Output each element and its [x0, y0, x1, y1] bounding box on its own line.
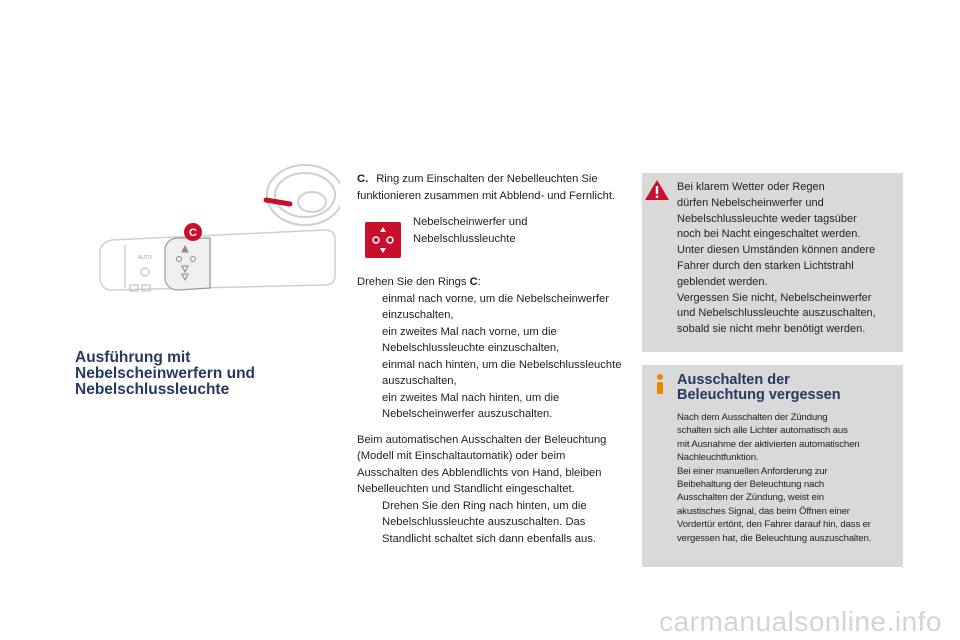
stalk-auto-label: AUTO — [138, 255, 152, 261]
turn-instructions — [357, 274, 622, 423]
list-item: einmal nach vorne, um die Nebelscheinwerfer einzuschalten, — [382, 292, 609, 321]
warning-line: Nebelschlussleuchte weder tagsüber — [677, 212, 857, 225]
list-item: einmal nach hinten, um die Nebelschlussleuchte auszuschalten, — [382, 358, 622, 387]
warning-line: dürfen Nebelscheinwerfer und — [677, 196, 824, 209]
info-icon — [652, 373, 668, 395]
list-item: ein zweites Mal nach hinten, um die Nebelscheinwerfer auszuschalten. — [382, 391, 560, 420]
stalk-light-marks — [130, 268, 150, 291]
info-title-line: Ausschalten der — [677, 372, 790, 388]
turn-intro-ring-label: C — [469, 276, 478, 288]
info-line: Nach dem Ausschalten der Zündung — [677, 412, 828, 423]
lighting-stalk-illustration — [90, 160, 340, 320]
info-title — [677, 373, 897, 403]
info-line: Nachleuchtfunktion. — [677, 452, 759, 464]
info-line: Beibehaltung der Beleuchtung nach — [677, 479, 825, 491]
warning-line: und Nebelschlussleuchte auszuschalten, — [677, 307, 876, 320]
warning-line: sobald sie nicht mehr benötigt werden. — [677, 323, 866, 336]
turn-intro-text: Drehen Sie den Rings — [357, 276, 470, 288]
watermark: carmanualsonline.info — [659, 606, 942, 637]
info-title-line: Beleuchtung vergessen — [677, 387, 841, 403]
info-line: vergessen hat, die Beleuchtung auszuschalten. — [677, 532, 872, 544]
fog-caption: Nebelscheinwerfer und Nebelschlussleuchte — [413, 216, 528, 245]
heading-line: Ausführung mit — [75, 349, 191, 366]
fog-lights-icon — [365, 222, 401, 258]
warning-icon — [644, 179, 670, 201]
turn-intro-colon: : — [477, 276, 481, 288]
intro-label: C. — [357, 173, 369, 185]
section-heading — [75, 350, 335, 398]
warning-box — [642, 173, 903, 352]
warning-line: noch bei Nacht eingeschaltet werden. — [677, 228, 861, 241]
list-item: Drehen Sie den Ring nach hinten, um die Nebelschlussleuchte auszuschalten. Das Standlicht schaltet sich dann ebenfalls aus. — [382, 499, 596, 545]
list-item: ein zweites Mal nach vorne, um die Nebelschlussleuchte einzuschalten, — [382, 325, 560, 354]
info-line: Ausschalten der Zündung, weist ein — [677, 492, 824, 504]
info-line: Bei einer manuellen Anforderung zur — [677, 465, 828, 477]
auto-off-instructions — [357, 432, 622, 548]
heading-line: Nebelscheinwerfern und — [75, 365, 256, 382]
info-line: Vordertür ertönt, den Fahrer darauf hin, dass er — [677, 519, 871, 531]
info-line: mit Ausnahme der aktivierten automatischen — [677, 438, 860, 450]
warning-line: Unter diesen Umständen können andere — [677, 244, 876, 257]
steering-wheel-icon — [267, 165, 340, 225]
heading-line: Nebelschlussleuchte — [75, 381, 230, 398]
warning-text — [677, 180, 899, 338]
stalk-body — [100, 230, 335, 290]
warning-line: Fahrer durch den starken Lichtstrahl — [677, 259, 854, 272]
callout-c-marker — [184, 223, 202, 241]
intro-text: Ring zum Einschalten der Nebelleuchten Sie funktionieren zusammen mit Abblend- und Fernlicht. — [357, 173, 616, 202]
auto-steps-list — [357, 498, 622, 548]
info-line: schalten sich alle Lichter automatisch aus — [677, 425, 848, 437]
ring-c-highlight — [165, 238, 210, 290]
turn-steps-list — [357, 291, 622, 423]
fog-symbol-row — [357, 214, 622, 264]
callout-letter: C — [189, 227, 197, 239]
instructions-column — [357, 171, 622, 547]
info-box — [642, 365, 903, 567]
info-line: akustisches Signal, das beim Öffnen einer — [677, 505, 850, 517]
info-text — [677, 411, 901, 545]
warning-line: Vergessen Sie nicht, Nebelscheinwerfer — [677, 291, 872, 304]
warning-line: Bei klarem Wetter oder Regen — [677, 181, 825, 193]
warning-line: geblendet werden. — [677, 275, 768, 288]
stalk-drawing — [90, 160, 340, 320]
turn-intro — [357, 274, 622, 291]
intro-paragraph — [357, 171, 622, 204]
auto-text: Beim automatischen Ausschalten der Beleuchtung (Modell mit Einschaltautomatik) oder beim Ausschalten des Abblendlichts von Hand, bleiben Nebelleuchten und Standlicht eingeschaltet. — [357, 433, 607, 495]
wheel-highlight-mark — [266, 200, 290, 204]
